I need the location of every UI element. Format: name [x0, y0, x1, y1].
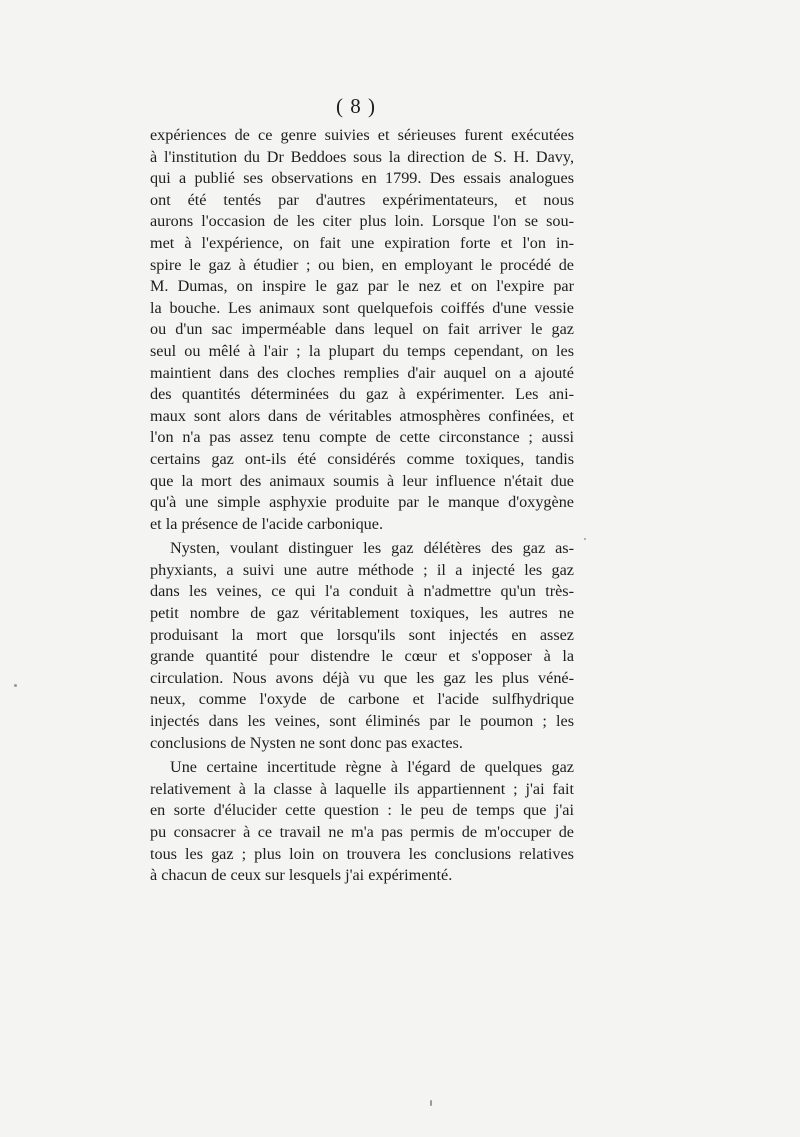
text-line: dans les veines, ce qui l'a conduit à n'admettre qu'un très- [150, 582, 574, 601]
text-line: l'on n'a pas assez tenu compte de cette circonstance ; aussi [150, 428, 574, 447]
text-line: ou d'un sac imperméable dans lequel on fait arriver le gaz [150, 320, 574, 339]
text-line: pu consacrer à ce travail ne m'a pas permis de m'occuper de [150, 823, 574, 841]
text-line: conclusions de Nysten ne sont donc pas exactes. [150, 733, 463, 752]
text-line: seul ou mêlé à l'air ; la plupart du temps cependant, on les [150, 341, 574, 360]
text-line: Une certaine incertitude règne à l'égard de quelques gaz [170, 758, 574, 777]
text-line: qu'à une simple asphyxie produite par le manque d'oxygène [150, 493, 574, 512]
text-line: en sorte d'élucider cette question : le peu de temps que j'ai [150, 801, 574, 820]
paragraph-2 [150, 538, 574, 754]
paper-speck [584, 538, 586, 540]
text-line: met à l'expérience, on fait une expiration forte et l'on in- [150, 233, 574, 252]
text-line: injectés dans les veines, sont éliminés par le poumon ; les [150, 712, 574, 731]
text-line: à l'institution du Dr Beddoes sous la direction de S. H. Davy, [150, 147, 574, 166]
text-line: Nysten, voulant distinguer les gaz délétères des gaz as- [170, 539, 574, 558]
body-text [150, 125, 574, 887]
text-line: spire le gaz à étudier ; ou bien, en employant le procédé de [150, 255, 574, 274]
text-line: expériences de ce genre suivies et sérieuses furent exécutées [150, 126, 574, 144]
paper-speck [430, 1100, 432, 1106]
text-line: circulation. Nous avons déjà vu que les gaz les plus véné- [150, 668, 574, 687]
text-line: grande quantité pour distendre le cœur et s'opposer à la [150, 647, 574, 666]
text-line: aurons l'occasion de les citer plus loin. Lorsque l'on se sou- [150, 212, 574, 231]
text-line: tous les gaz ; plus loin on trouvera les conclusions relatives [150, 844, 574, 863]
text-line: à chacun de ceux sur lesquels j'ai expérimenté. [150, 866, 453, 885]
text-line: certains gaz ont-ils été considérés comme toxiques, tandis [150, 449, 574, 468]
paragraph-3 [150, 757, 574, 887]
text-line: ont été tentés par d'autres expérimentateurs, et nous [150, 190, 574, 209]
text-line: maintient dans des cloches remplies d'air auquel on a ajouté [150, 363, 574, 382]
text-line: qui a publié ses observations en 1799. Des essais analogues [150, 169, 574, 188]
text-line: petit nombre de gaz véritablement toxiques, les autres ne [150, 604, 574, 623]
text-line: produisant la mort que lorsqu'ils sont injectés en assez [150, 625, 574, 644]
page-number: ( 8 ) [336, 94, 376, 118]
text-line: maux sont alors dans de véritables atmosphères confinées, et [150, 406, 574, 425]
text-line: relativement à la classe à laquelle ils appartiennent ; j'ai fait [150, 779, 574, 798]
paper-speck [14, 684, 17, 687]
text-line: et la présence de l'acide carbonique. [150, 514, 384, 533]
text-line: des quantités déterminées du gaz à expérimenter. Les ani- [150, 385, 574, 404]
text-line: la bouche. Les animaux sont quelquefois coiffés d'une vessie [150, 298, 574, 317]
text-line: phyxiants, a suivi une autre méthode ; il a injecté les gaz [150, 560, 574, 579]
text-line: que la mort des animaux soumis à leur influence n'était due [150, 471, 574, 490]
paragraph-1 [150, 125, 574, 535]
text-line: neux, comme l'oxyde de carbone et l'acide sulfhydrique [150, 690, 574, 709]
text-line: M. Dumas, on inspire le gaz par le nez et on l'expire par [150, 277, 574, 296]
